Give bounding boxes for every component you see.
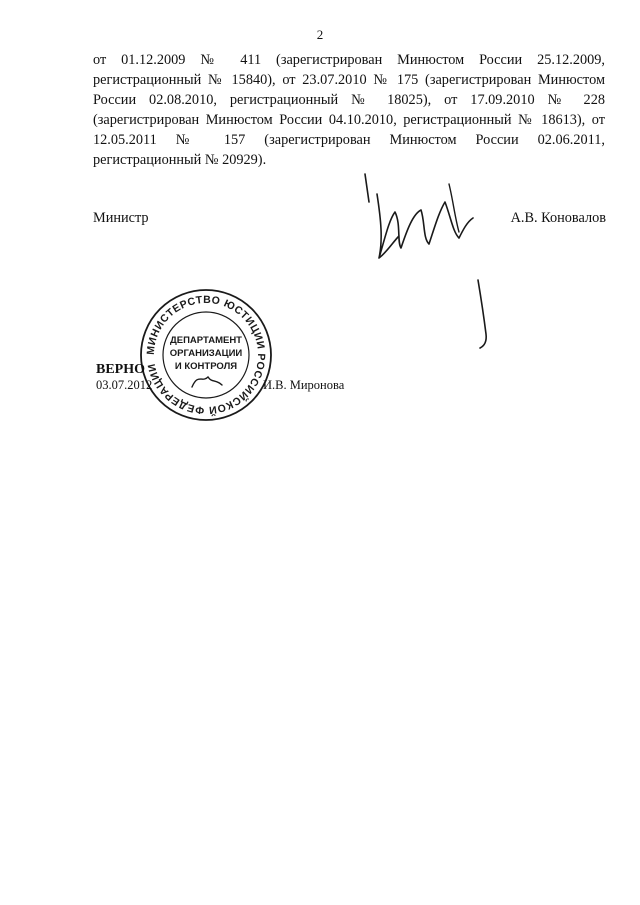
stamp-center-line-3: И КОНТРОЛЯ — [174, 361, 238, 372]
stamp-center-line-1: ДЕПАРТАМЕНТ — [170, 335, 242, 346]
minister-title: Министр — [93, 210, 149, 226]
page-number: 2 — [316, 27, 324, 42]
official-stamp — [138, 287, 274, 423]
certification-label: ВЕРНО — [96, 362, 146, 377]
minister-name: А.В. Коновалов — [510, 210, 606, 226]
stamp-signature — [192, 377, 222, 387]
body-text: от 01.12.2009 № 411 (зарегистрирован Минюстом России 25.12.2009, регистрационный № 15840), от 23.07.2010 № 175 (зарегистрирован Минюстом России 02.08.2010, регистрационный № 18025), от 17.09.2010 № 228 (зарегистрирован Минюстом России 04.10.2010, регистрационный № 18613), от 12.05.2011 № 157 (зарегистрирован Минюстом России 02.06.2011, регистрационный № 20929). — [93, 52, 605, 168]
certification-date: 03.07.2012 — [96, 378, 153, 392]
signature-flourish — [468, 278, 498, 350]
minister-signature — [355, 172, 485, 272]
certification-name: И.В. Миронова — [263, 378, 345, 392]
stamp-ring-text: МИНИСТЕРСТВО ЮСТИЦИИ РОССИЙСКОЙ ФЕДЕРАЦИИ — [144, 293, 268, 417]
stamp-center-line-2: ОРГАНИЗАЦИИ — [169, 348, 243, 359]
